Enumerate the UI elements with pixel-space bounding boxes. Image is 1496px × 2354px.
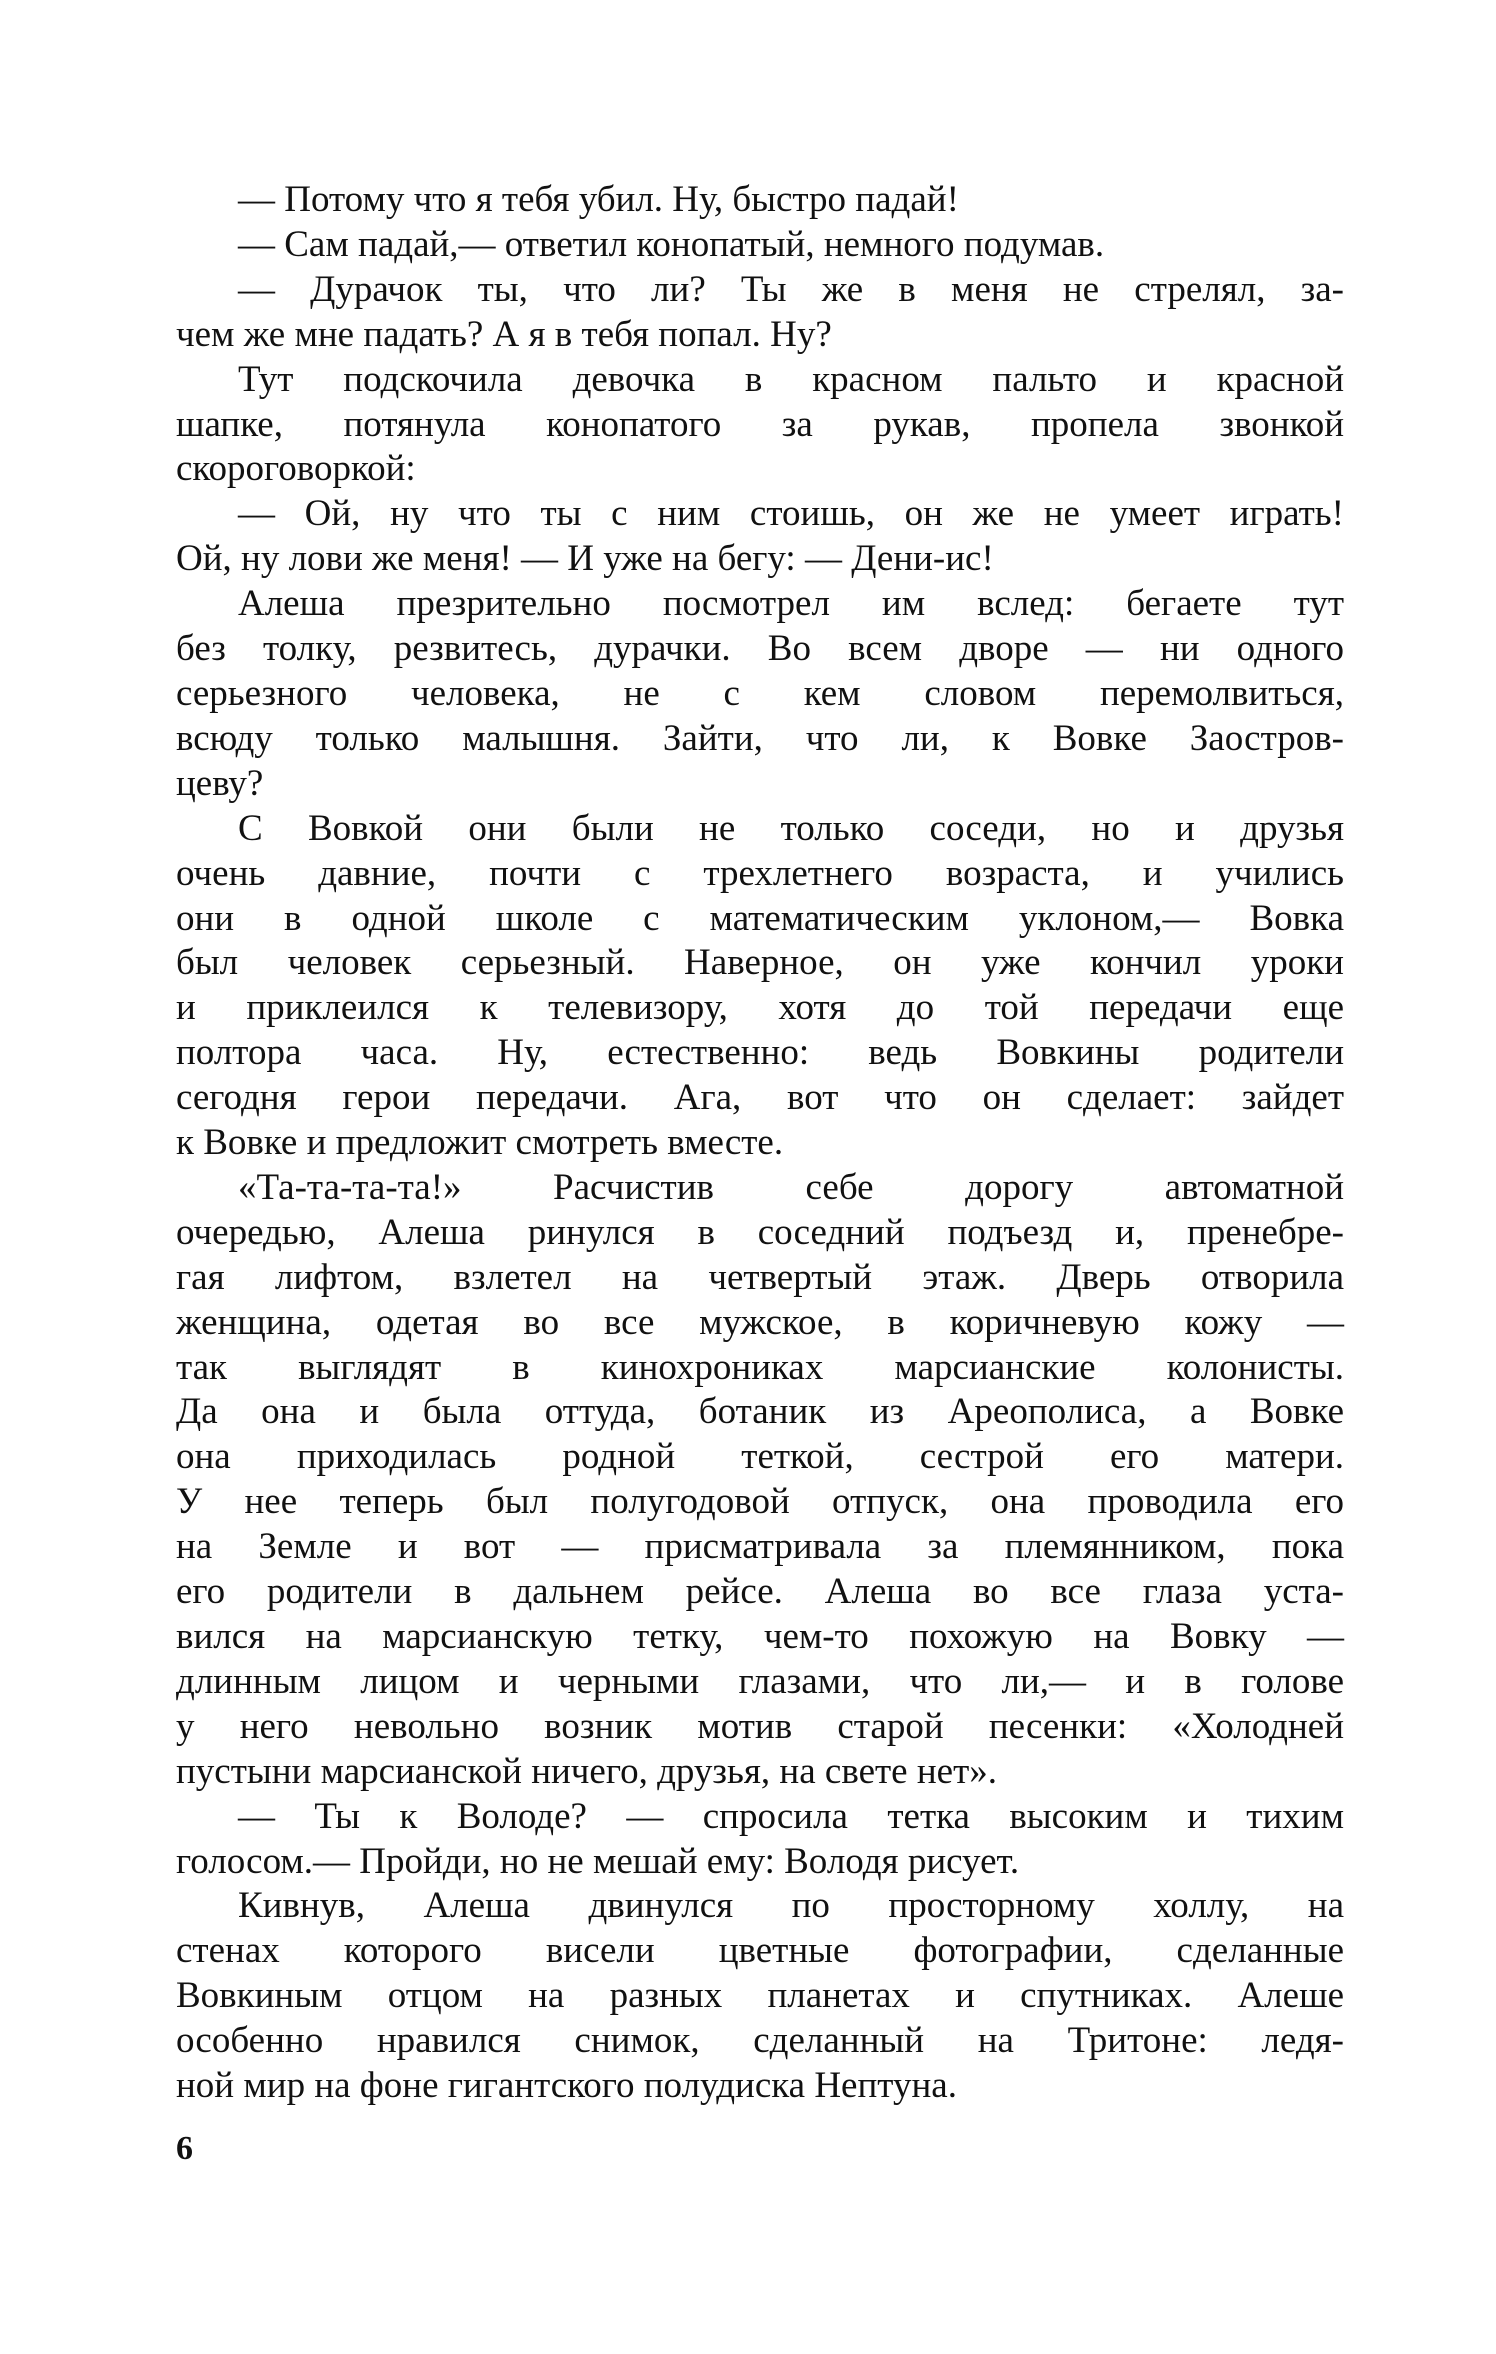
text-line: женщина, одетая во все мужское, в коричневую кожу — bbox=[176, 1301, 1344, 1343]
text-line: гая лифтом, взлетел на четвертый этаж. Дверь отворила bbox=[176, 1256, 1344, 1298]
text-line: Алеша презрительно посмотрел им вслед: бегаете тут bbox=[238, 583, 1344, 625]
text-line: был человек серьезный. Наверное, он уже кончил уроки bbox=[176, 942, 1344, 984]
text-line: цеву? bbox=[176, 762, 264, 804]
text-line: Вовкиным отцом на разных планетах и спутниках. Алеше bbox=[176, 1975, 1344, 2017]
text-line: скороговоркой: bbox=[176, 448, 416, 490]
text-line: без толку, резвитесь, дурачки. Во всем дворе — ни одного bbox=[176, 628, 1344, 670]
text-line: Ой, ну лови же меня! — И уже на бегу: — Дени-ис! bbox=[176, 538, 994, 580]
text-line: так выглядят в кинохрониках марсианские колонисты. bbox=[176, 1346, 1344, 1388]
text-line: Тут подскочила девочка в красном пальто и красной bbox=[238, 358, 1344, 400]
text-line: очередью, Алеша ринулся в соседний подъезд и, пренебре- bbox=[176, 1211, 1344, 1253]
text-line: — Дурачок ты, что ли? Ты же в меня не стрелял, за- bbox=[238, 268, 1344, 310]
text-line: у него невольно возник мотив старой песенки: «Холодней bbox=[176, 1705, 1344, 1747]
page-number: 6 bbox=[176, 2130, 193, 2167]
text-line: к Вовке и предложит смотреть вместе. bbox=[176, 1122, 784, 1164]
text-line: У нее теперь был полугодовой отпуск, она проводила его bbox=[176, 1481, 1344, 1523]
text-line: вился на марсианскую тетку, чем-то похожую на Вовку — bbox=[176, 1616, 1344, 1657]
text-line: серьезного человека, не с кем словом перемолвиться, bbox=[176, 672, 1344, 714]
text-line: — Ой, ну что ты с ним стоишь, он же не умеет играть! bbox=[238, 493, 1344, 535]
text-line: всюду только малышня. Зайти, что ли, к Вовке Заостров- bbox=[176, 717, 1344, 759]
text-line: длинным лицом и черными глазами, что ли,— и в голове bbox=[176, 1660, 1344, 1702]
text-line: Да она и была оттуда, ботаник из Ареополиса, а Вовке bbox=[176, 1391, 1344, 1433]
text-line: С Вовкой они были не только соседи, но и друзья bbox=[238, 807, 1344, 849]
text-line: полтора часа. Ну, естественно: ведь Вовкины родители bbox=[176, 1032, 1344, 1074]
text-line: стенах которого висели цветные фотографии, сделанные bbox=[176, 1930, 1344, 1972]
text-line: Кивнув, Алеша двинулся по просторному холлу, на bbox=[238, 1885, 1344, 1927]
text-line: особенно нравился снимок, сделанный на Тритоне: ледя- bbox=[176, 2020, 1344, 2062]
text-line: сегодня герои передачи. Ага, вот что он сделает: зайдет bbox=[176, 1077, 1344, 1119]
text-line: его родители в дальнем рейсе. Алеша во все глаза уста- bbox=[176, 1571, 1344, 1613]
text-line: — Ты к Володе? — спросила тетка высоким и тихим bbox=[238, 1795, 1344, 1837]
text-line: они в одной школе с математическим уклоном,— Вовка bbox=[176, 897, 1344, 939]
text-line: очень давние, почти с трехлетнего возраста, и учились bbox=[176, 852, 1344, 894]
text-line: она приходилась родной теткой, сестрой его матери. bbox=[176, 1436, 1344, 1478]
text-line: на Земле и вот — присматривала за племянником, пока bbox=[176, 1526, 1344, 1568]
text-line: — Сам падай,— ответил конопатый, немного подумав. bbox=[238, 223, 1105, 265]
text-line: чем же мне падать? А я в тебя попал. Ну? bbox=[176, 313, 832, 355]
text-line: «Та-та-та-та!» Расчистив себе дорогу автоматной bbox=[238, 1166, 1344, 1208]
body-text bbox=[176, 178, 1344, 2109]
text-line: и приклеился к телевизору, хотя до той передачи еще bbox=[176, 987, 1344, 1029]
text-line: голосом.— Пройди, но не мешай ему: Володя рисует. bbox=[176, 1840, 1020, 1882]
text-line: — Потому что я тебя убил. Ну, быстро падай! bbox=[238, 179, 959, 220]
text-line: шапке, потянула конопатого за рукав, пропела звонкой bbox=[176, 403, 1344, 445]
text-line: ной мир на фоне гигантского полудиска Нептуна. bbox=[176, 2065, 957, 2107]
text-line: пустыни марсианской ничего, друзья, на свете нет». bbox=[176, 1750, 997, 1792]
